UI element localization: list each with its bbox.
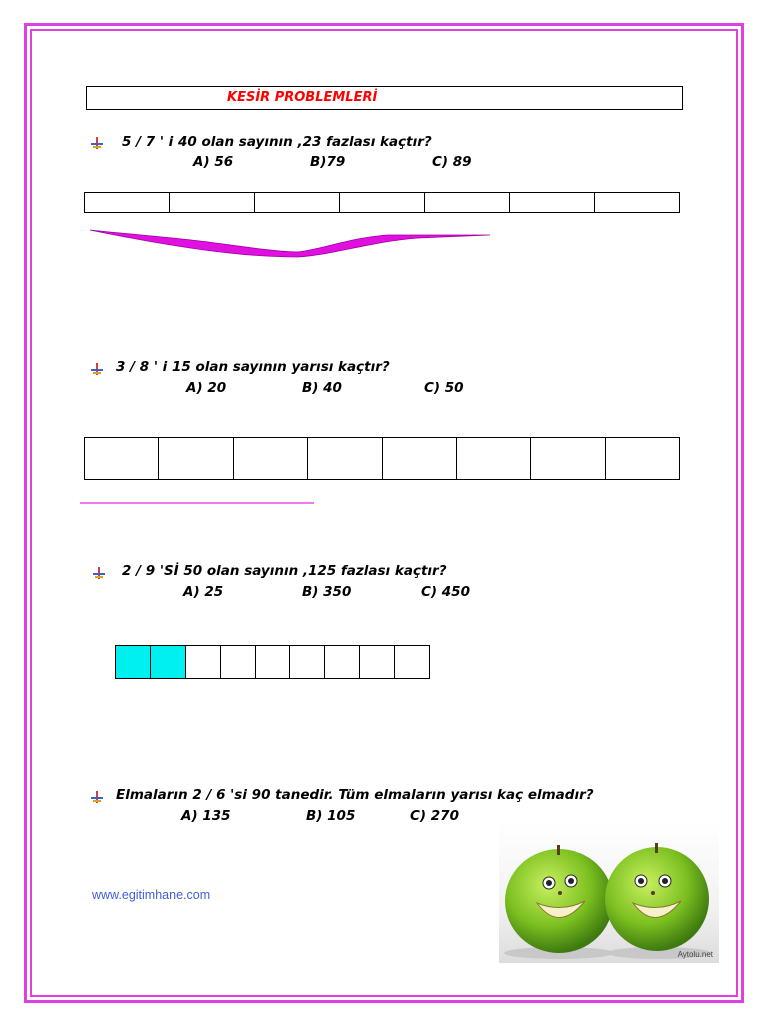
strip-cell	[159, 438, 233, 479]
strip-cell	[221, 646, 256, 678]
question-2-option-c: C) 50	[424, 380, 464, 396]
apples-illustration	[499, 821, 719, 963]
question-1-option-b: B)79	[310, 154, 346, 170]
fraction-strip-3	[115, 645, 430, 679]
title-box	[86, 86, 683, 110]
strip-cell	[606, 438, 679, 479]
question-2-option-a: A) 20	[186, 380, 227, 396]
question-4-option-b: B) 105	[306, 808, 356, 824]
strip-cell	[308, 438, 382, 479]
strip-cell	[425, 193, 510, 212]
strip-cell	[234, 438, 308, 479]
smiling-apples-photo	[499, 821, 719, 963]
fraction-strip-1	[84, 192, 680, 213]
strip-cell	[85, 193, 170, 212]
question-4-option-c: C) 270	[410, 808, 459, 824]
question-3-text: 2 / 9 'Sİ 50 olan sayının ,125 fazlası kaçtır?	[122, 563, 447, 579]
strip-cell	[290, 646, 325, 678]
divider-line	[80, 502, 314, 504]
question-4-option-a: A) 135	[181, 808, 231, 824]
question-2-text: 3 / 8 ' i 15 olan sayının yarısı kaçtır?	[116, 359, 390, 375]
photo-watermark: Aytolu.net	[677, 950, 713, 959]
strip-cell	[255, 193, 340, 212]
question-3-option-a: A) 25	[183, 584, 224, 600]
bullet-icon	[90, 136, 104, 150]
question-1-option-a: A) 56	[193, 154, 234, 170]
question-2-option-b: B) 40	[302, 380, 342, 396]
bullet-icon	[90, 362, 104, 376]
strip-cell	[360, 646, 395, 678]
strip-cell	[151, 646, 186, 678]
question-1-option-c: C) 89	[432, 154, 472, 170]
strip-cell	[116, 646, 151, 678]
strip-cell	[510, 193, 595, 212]
strip-cell	[383, 438, 457, 479]
arrow-shape	[88, 224, 494, 258]
question-3-option-b: B) 350	[302, 584, 352, 600]
question-1-text: 5 / 7 ' i 40 olan sayının ,23 fazlası kaçtır?	[122, 134, 432, 150]
strip-cell	[395, 646, 429, 678]
question-4-text: Elmaların 2 / 6 'si 90 tanedir. Tüm elmaların yarısı kaç elmadır?	[116, 787, 594, 803]
page-title: KESİR PROBLEMLERİ	[227, 90, 378, 105]
bullet-icon	[92, 566, 106, 580]
strip-cell	[457, 438, 531, 479]
strip-cell	[85, 438, 159, 479]
question-3-option-c: C) 450	[421, 584, 470, 600]
fraction-strip-2	[84, 437, 680, 480]
website-link[interactable]: www.egitimhane.com	[92, 888, 211, 902]
strip-cell	[186, 646, 221, 678]
strip-cell	[595, 193, 679, 212]
strip-cell	[325, 646, 360, 678]
strip-cell	[340, 193, 425, 212]
strip-cell	[256, 646, 291, 678]
strip-cell	[531, 438, 605, 479]
bullet-icon	[90, 790, 104, 804]
strip-cell	[170, 193, 255, 212]
